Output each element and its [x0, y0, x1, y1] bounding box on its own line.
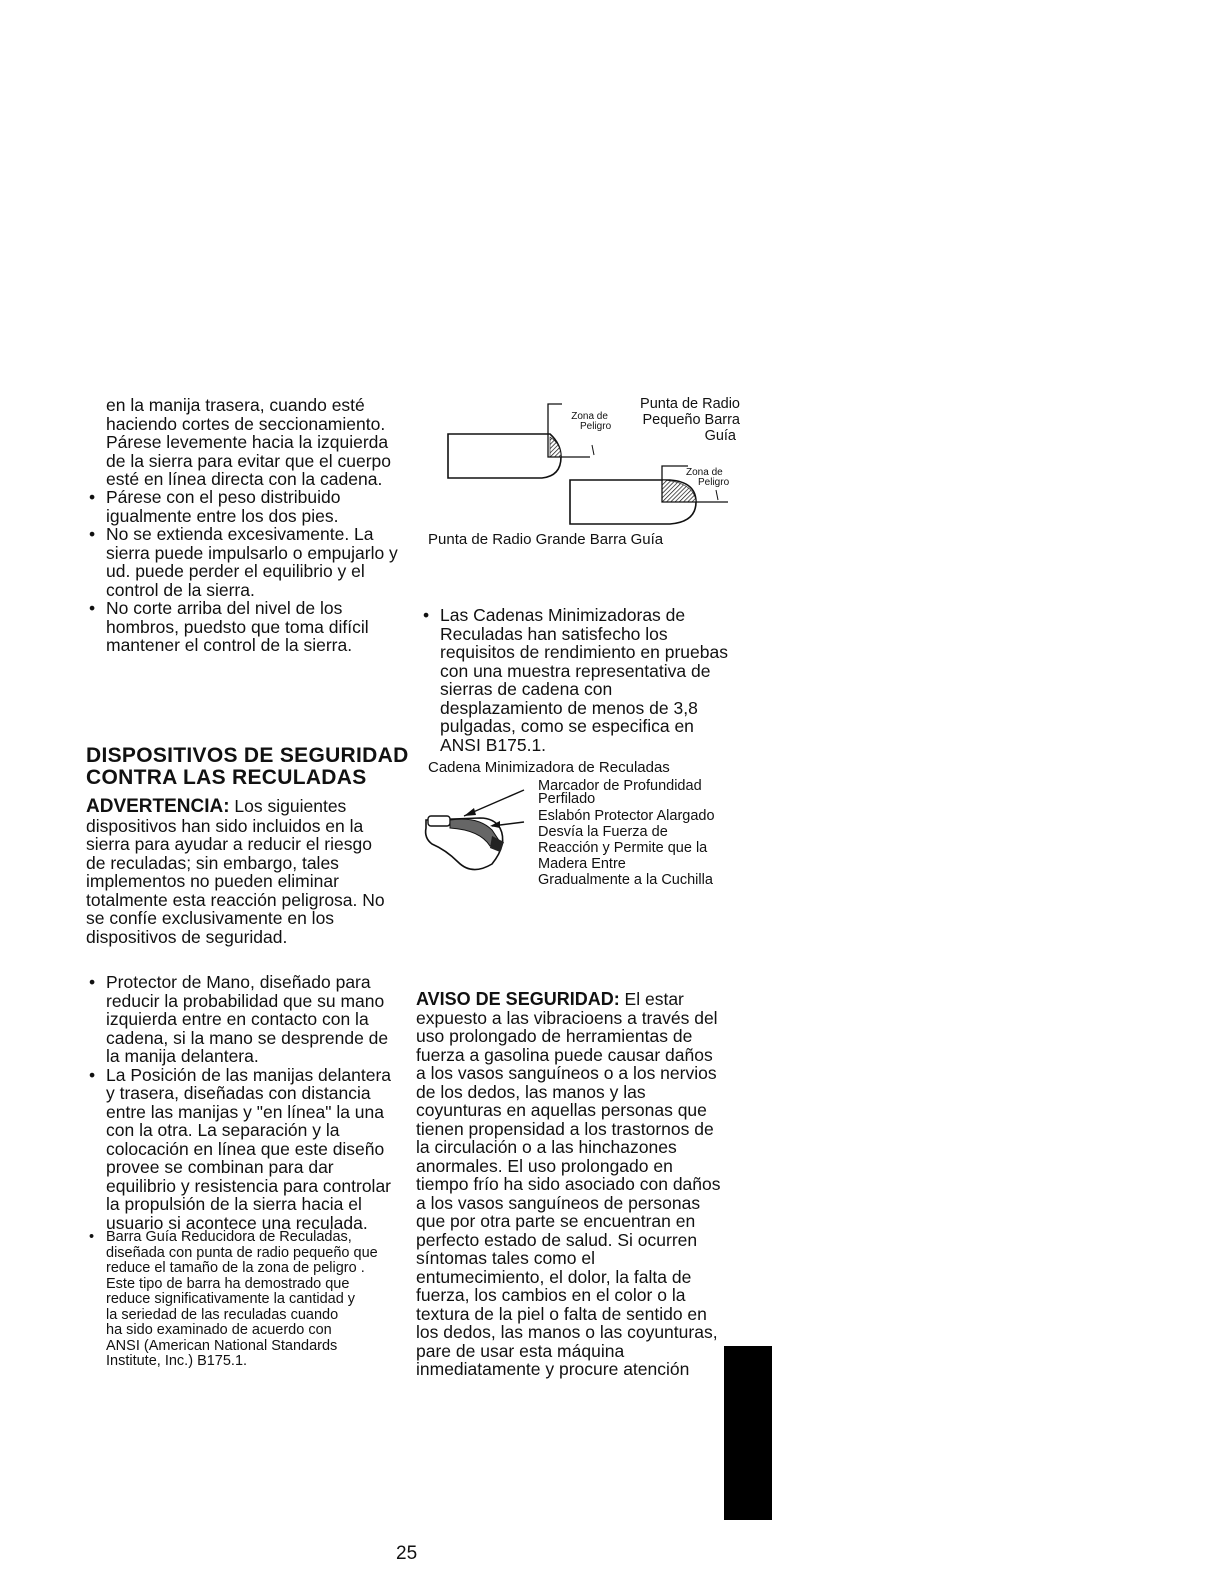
text-line: sierras de cadena con: [440, 679, 613, 699]
chain-label-guard-link: [538, 808, 715, 888]
text-line: en la manija trasera, cuando esté: [106, 395, 365, 415]
col1-bullet-list-2: [86, 973, 391, 1232]
text-line: mantener el control de la sierra.: [106, 635, 353, 655]
text-line: colocación en línea que este diseño: [106, 1138, 385, 1159]
col1-top-paragraph: [104, 396, 391, 489]
rivet-shape: [428, 816, 450, 826]
text-line: Pequeño Barra: [642, 412, 740, 428]
text-line: diseñada con punta de radio pequeño que: [106, 1244, 378, 1261]
text-line: dispositivos han sido incluidos en la: [86, 815, 364, 836]
text-line: esté en línea directa con la cadena.: [106, 469, 383, 489]
text-line: sierra puede impulsarlo o empujarlo y: [106, 542, 398, 563]
bullet-icon: •: [89, 598, 96, 618]
heading-line: DISPOSITIVOS DE SEGURIDAD: [86, 744, 409, 767]
list-item: [86, 1066, 391, 1233]
list-item: [86, 973, 391, 1066]
text-line: pare de usar esta máquina: [416, 1340, 625, 1361]
text-line: reduce el tamaño de la zona de peligro .: [106, 1260, 365, 1276]
text-line: inmediatamente y procure atención: [416, 1359, 690, 1379]
text-line: tienen propensidad a los trastornos de: [416, 1118, 714, 1139]
text-line: Punta de Radio: [640, 396, 740, 412]
list-item: [86, 599, 398, 655]
text-line: se confíe exclusivamente en los: [86, 908, 335, 928]
danger-zone-label: [686, 468, 729, 488]
heading-line: CONTRA LAS RECULADAS: [86, 766, 367, 789]
text-line: Párese levemente hacia la izquierda: [106, 432, 389, 452]
bullet-icon: •: [423, 605, 430, 625]
text-line: coyunturas en aquellas personas que: [416, 1100, 707, 1120]
text-line: que por otra parte se encuentran en: [416, 1211, 696, 1231]
col1-bullet-list-1: [86, 488, 398, 655]
text-line: igualmente entre los dos pies.: [106, 505, 339, 526]
text-line: ANSI B175.1.: [440, 734, 547, 755]
text-line: expuesto a las vibracioens a través del: [416, 1007, 718, 1028]
text-line: ud. puede perder el equilibrio y el: [106, 561, 365, 581]
arrowhead-icon: [464, 808, 476, 816]
text-line: equilibrio y resistencia para controlar: [106, 1175, 391, 1196]
text-line: la propulsión de la sierra hacia el: [106, 1194, 362, 1214]
section-heading: [86, 745, 409, 789]
text-line: hombros, puedsto que toma difícil: [106, 616, 369, 637]
text-line: Párese con el peso distribuido: [106, 487, 341, 507]
text-line: izquierda entre en contacto con la: [106, 1009, 369, 1029]
text-line: tiempo frío ha sido asociado con daños: [416, 1174, 721, 1194]
text-line: Este tipo de barra ha demostrado que: [106, 1275, 350, 1292]
bullet-icon: •: [89, 1229, 95, 1245]
text-line: Institute, Inc.) B175.1.: [106, 1353, 248, 1369]
text-line: la circulación o a las hinchazones: [416, 1137, 677, 1157]
text-line: ANSI (American National Standards: [106, 1337, 338, 1354]
text-line: Peligro: [698, 477, 730, 488]
text-line: Perfilado: [538, 791, 596, 807]
text-line: uso prolongado de herramientas de: [416, 1026, 693, 1046]
text-line: Reculadas han satisfecho los: [440, 623, 668, 644]
safety-notice-lead: AVISO DE SEGURIDAD:: [416, 989, 620, 1009]
text-line: Zona de: [686, 467, 723, 478]
text-line: usuario si acontece una reculada.: [106, 1212, 368, 1233]
text-line: implementos no pueden eliminar: [86, 871, 339, 891]
safety-notice-paragraph: [416, 990, 721, 1379]
text-line: Zona de: [571, 411, 608, 422]
text-line: ha sido examinado de acuerdo con: [106, 1322, 332, 1338]
text-line: Peligro: [580, 421, 612, 432]
chain-diagram-title: Cadena Minimizadora de Reculadas: [428, 759, 670, 776]
text-line: reduce significativamente la cantidad y: [106, 1291, 356, 1307]
danger-zone-pointer: [592, 445, 594, 455]
text-line: la manija delantera.: [106, 1046, 259, 1066]
text-line: La Posición de las manijas delantera: [106, 1064, 392, 1085]
bullet-icon: •: [89, 972, 96, 992]
bullet-icon: •: [89, 1064, 96, 1085]
text-line: desplazamiento de menos de 3,8: [440, 697, 698, 718]
text-line: haciendo cortes de seccionamiento.: [106, 413, 386, 434]
text-line: cadena, si la mano se desprende de: [106, 1027, 389, 1048]
text-line: control de la sierra.: [106, 579, 255, 600]
danger-zone-pointer: [716, 490, 718, 500]
text-line: con la otra. La separación y la: [106, 1120, 340, 1140]
text-line: de los dedos, las manos y las: [416, 1081, 646, 1102]
text-line: provee se combinan para dar: [106, 1157, 334, 1177]
bullet-icon: •: [89, 524, 96, 544]
text-line: fuerza, los cambios en el color o la: [416, 1285, 686, 1305]
text-line: Eslabón Protector Alargado: [538, 808, 715, 824]
text-line: Gradualmente a la Cuchilla: [538, 872, 713, 888]
bar-diagram-caption: Punta de Radio Grande Barra Guía: [428, 531, 664, 548]
text-line: sierra para ayudar a reducir el riesgo: [86, 834, 372, 854]
text-line: totalmente esta reacción peligrosa. No: [86, 889, 385, 910]
chain-label-depth-gauge: [538, 778, 702, 807]
text-line: No se extienda excesivamente. La: [106, 524, 374, 544]
text-line: entre las manijas y "en línea" la una: [106, 1101, 385, 1122]
list-item: [86, 488, 398, 525]
edge-thumb-tab: [724, 1346, 772, 1520]
text-line: requisitos de rendimiento en pruebas: [440, 642, 728, 662]
text-line: de reculadas; sin embargo, tales: [86, 852, 339, 873]
text-line: Protector de Mano, diseñado para: [106, 972, 371, 992]
text-line: perfecto estado de salud. Si ocurren: [416, 1229, 698, 1250]
text-line: Desvía la Fuerza de: [538, 824, 668, 840]
text-line: Guía: [704, 428, 736, 444]
small-radius-bar-shape: [448, 434, 561, 478]
small-tip-label: [620, 396, 740, 444]
list-item: [86, 1230, 378, 1370]
text-line: Madera Entre: [538, 856, 626, 872]
text-line: los dedos, las manos o las coyunturas,: [416, 1322, 718, 1342]
text-line: síntomas tales como el: [416, 1248, 595, 1268]
danger-zone-label: [568, 412, 611, 432]
text-line: y trasera, diseñadas con distancia: [106, 1083, 371, 1103]
text-line: No corte arriba del nivel de los: [106, 598, 343, 618]
text-line: pulgadas, como se especifica en: [440, 716, 694, 736]
text-line: reducir la probabilidad que su mano: [106, 990, 385, 1011]
text-line: Las Cadenas Minimizadoras de: [440, 605, 686, 625]
text-line: El estar: [619, 989, 684, 1009]
list-item: [420, 606, 728, 754]
text-line: Los siguientes: [229, 796, 347, 816]
text-line: entumecimiento, el dolor, la falta de: [416, 1266, 692, 1287]
page-number: 25: [396, 1543, 418, 1564]
text-line: a los vasos sanguíneos de personas: [416, 1192, 701, 1213]
warning-paragraph: [86, 797, 385, 946]
chain-diagram: [420, 776, 540, 886]
text-line: fuerza a gasolina puede causar daños: [416, 1044, 713, 1065]
col1-small-bullet: [86, 1230, 378, 1370]
text-line: a los vasos sanguíneos o a los nervios: [416, 1063, 717, 1083]
text-line: Barra Guía Reducidora de Reculadas,: [106, 1229, 352, 1245]
text-line: de la sierra para evitar que el cuerpo: [106, 450, 392, 471]
bullet-icon: •: [89, 487, 96, 507]
text-line: anormales. El uso prolongado en: [416, 1155, 673, 1176]
list-item: [86, 525, 398, 599]
text-line: con una muestra representativa de: [440, 660, 711, 681]
warning-lead: ADVERTENCIA:: [86, 796, 230, 817]
col2-bullet: [420, 606, 728, 754]
text-line: dispositivos de seguridad.: [86, 926, 288, 947]
text-line: la seriedad de las reculadas cuando: [106, 1306, 339, 1323]
text-line: Reacción y Permite que la: [538, 840, 708, 856]
text-line: textura de la piel o falta de sentido en: [416, 1303, 707, 1324]
text-line: Marcador de Profundidad: [538, 778, 702, 794]
